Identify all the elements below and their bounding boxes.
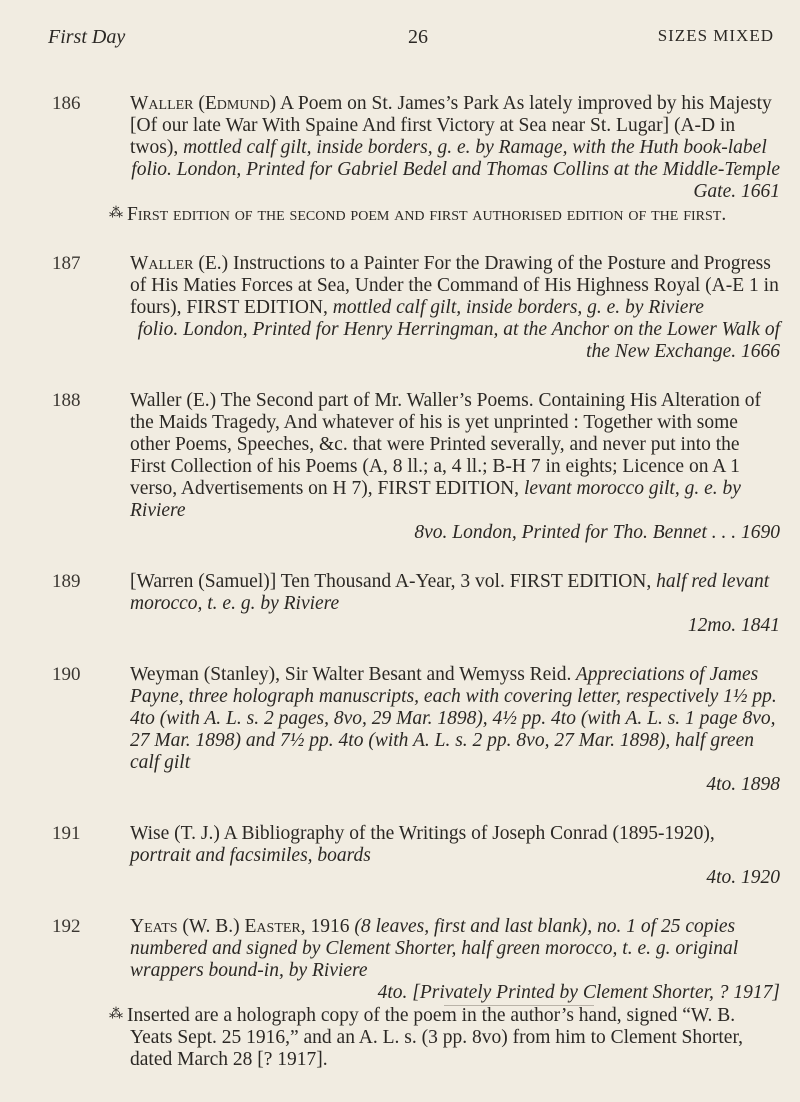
- lot-imprint: folio. London, Printed for Gabriel Bedel and Thomas Collins at the Middle-Temple Gate. 1661: [131, 159, 780, 202]
- day-heading: First Day: [48, 26, 126, 48]
- lot-title: The Second part of Mr. Waller’s Poems. Containing His Alteration of the Maids Tragedy, And whatever of his is yet unprinted : Together with some other Poems, Speeches, &c. that were Printed severally, and never put into the First Collection of his Poems (A, 8 ll.; a, 4 ll.; B-H 7 in eights; Licence on A 1 verso, Advertisements on H 7), FIRST EDITION,: [130, 390, 762, 499]
- lot-description: [130, 571, 780, 637]
- lot-entry: [0, 390, 800, 544]
- lot-author: Waller (E.): [130, 253, 229, 274]
- lot-title: A Poem on St. James’s Park As lately improved by his Majesty [Of our late War With Spaine And first Victory at Sea near St. Lugar] (A-D in twos),: [130, 93, 772, 158]
- lot-imprint: 12mo. 1841: [687, 615, 780, 636]
- lot-author: Yeats (W. B.) Easter, 1916: [130, 916, 350, 937]
- asterism-icon: ⁂: [109, 1007, 121, 1022]
- lot-binding: half green morocco, t. e. g. original wrappers bound-in, by Riviere: [130, 938, 739, 981]
- lot-binding: half red levant morocco, t. e. g. by Riviere: [130, 571, 770, 614]
- lot-number: 191: [52, 823, 81, 844]
- lot-entry: [0, 916, 800, 1071]
- lot-author: [Warren (Samuel)]: [130, 571, 277, 592]
- page-number: 26: [408, 26, 428, 48]
- asterism-icon: ⁂: [109, 206, 121, 221]
- lot-number: 186: [52, 93, 81, 114]
- lot-imprint: 4to. 1920: [706, 867, 780, 888]
- lot-number: 192: [52, 916, 81, 937]
- lot-binding: mottled calf gilt, inside borders, g. e. by Riviere: [332, 297, 704, 318]
- lot-entry: [0, 253, 800, 363]
- lot-imprint: 4to. [Privately Printed by Clement Shorter, ? 1917]: [377, 982, 780, 1003]
- lot-binding: half green calf gilt: [130, 730, 754, 773]
- lot-binding: portrait and facsimiles, boards: [130, 845, 371, 866]
- lot-entry: [0, 664, 800, 796]
- lot-author: Waller (E.): [130, 390, 217, 411]
- lot-number: 189: [52, 571, 81, 592]
- lot-description: [130, 253, 780, 363]
- lot-binding: levant morocco gilt, g. e. by Riviere: [130, 478, 741, 521]
- page-header: [48, 26, 774, 50]
- lot-author: Weyman (Stanley), Sir Walter Besant and Wemyss Reid.: [130, 664, 572, 685]
- lot-number: 188: [52, 390, 81, 411]
- lot-imprint: folio. London, Printed for Henry Herringman, at the Anchor on the Lower Walk of the New Exchange. 1666: [137, 319, 780, 362]
- lot-number: 190: [52, 664, 81, 685]
- lot-description: [130, 390, 780, 544]
- lot-title: A Bibliography of the Writings of Joseph Conrad (1895-1920),: [219, 823, 715, 844]
- lot-title: (8 leaves, first and last blank), no. 1 of 25 copies numbered and signed by Clement Shorter,: [130, 916, 736, 959]
- lot-description: [109, 93, 780, 226]
- lot-imprint: 8vo. London, Printed for Tho. Bennet . . . 1690: [414, 522, 780, 543]
- lot-description: [109, 916, 780, 1071]
- lot-entry: [0, 823, 800, 889]
- lot-title: Instructions to a Painter For the Drawing of the Posture and Progress of His Maties Forces at Sea, Under the Command of His Highness Royal (A-E 1 in fours), FIRST EDITION,: [130, 253, 779, 318]
- lot-author: Wise (T. J.): [130, 823, 220, 844]
- catalogue-entries: [0, 93, 800, 1098]
- lot-author: Waller (Edmund): [130, 93, 277, 114]
- lot-entry: [0, 93, 800, 226]
- lot-description: [130, 823, 780, 889]
- lot-binding: mottled calf gilt, inside borders, g. e. by Ramage, with the Huth book-label: [183, 137, 767, 158]
- lot-note: ⁂ Inserted are a holograph copy of the poem in the author’s hand, signed “W. B. Yeats Sept. 25 1916,” and an A. L. s. (3 pp. 8vo) from him to Clement Shorter, dated March 28 [? 1917].: [109, 1005, 744, 1070]
- lot-title: Ten Thousand A-Year, 3 vol. FIRST EDITION,: [276, 571, 657, 592]
- lot-imprint: 4to. 1898: [706, 774, 780, 795]
- lot-note: ⁂ First edition of the second poem and first authorised edition of the first.: [109, 204, 727, 225]
- section-heading: SIZES MIXED: [657, 26, 774, 45]
- lot-title: Appreciations of James Payne, three holograph manuscripts, each with covering letter, respectively 1½ pp. 4to (with A. L. s. 2 pages, 8vo, 29 Mar. 1898), 4½ pp. 4to (with A. L. s. 1 page 8vo, 27 Mar. 1898) and 7½ pp. 4to (with A. L. s. 2 pp. 8vo, 27 Mar. 1898),: [130, 664, 777, 751]
- end-rule: [444, 1005, 594, 1006]
- lot-entry: [0, 571, 800, 637]
- lot-description: [130, 664, 780, 796]
- lot-number: 187: [52, 253, 81, 274]
